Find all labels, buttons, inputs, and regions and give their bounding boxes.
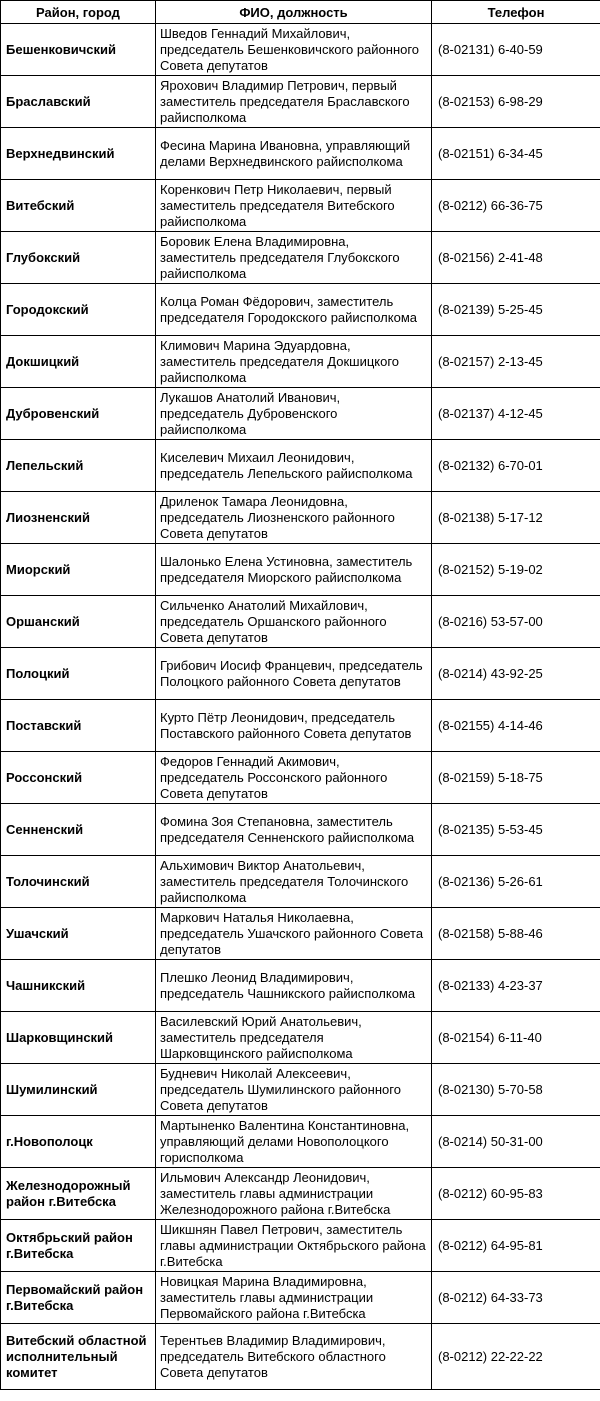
table-row xyxy=(1,700,600,752)
table-body xyxy=(1,24,600,1390)
region-cell: Толочинский xyxy=(1,856,156,908)
table-row xyxy=(1,492,600,544)
phone-cell: (8-02130) 5-70-58 xyxy=(432,1064,600,1116)
table-row xyxy=(1,596,600,648)
phone-cell: (8-02152) 5-19-02 xyxy=(432,544,600,596)
table-row xyxy=(1,648,600,700)
phone-cell: (8-02154) 6-11-40 xyxy=(432,1012,600,1064)
region-cell: Ушачский xyxy=(1,908,156,960)
table-row xyxy=(1,336,600,388)
region-cell: Браславский xyxy=(1,76,156,128)
region-cell: Оршанский xyxy=(1,596,156,648)
table-row xyxy=(1,1220,600,1272)
region-cell: Железнодорожный район г.Витебска xyxy=(1,1168,156,1220)
region-cell: Чашникский xyxy=(1,960,156,1012)
name-cell: Ярохович Владимир Петрович, первый заместитель председателя Браславского райисполкома xyxy=(156,76,432,128)
region-cell: Городокский xyxy=(1,284,156,336)
phone-cell: (8-0212) 64-33-73 xyxy=(432,1272,600,1324)
name-cell: Курто Пётр Леонидович, председатель Поставского районного Совета депутатов xyxy=(156,700,432,752)
name-cell: Климович Марина Эдуардовна, заместитель председателя Докшицкого райисполкома xyxy=(156,336,432,388)
phone-cell: (8-02132) 6-70-01 xyxy=(432,440,600,492)
table-row xyxy=(1,1012,600,1064)
region-cell: Глубокский xyxy=(1,232,156,284)
region-cell: Россонский xyxy=(1,752,156,804)
table-row xyxy=(1,1116,600,1168)
table-row xyxy=(1,804,600,856)
region-cell: Шарковщинский xyxy=(1,1012,156,1064)
name-cell: Лукашов Анатолий Иванович, председатель Дубровенского райисполкома xyxy=(156,388,432,440)
phone-cell: (8-0214) 50-31-00 xyxy=(432,1116,600,1168)
phone-cell: (8-0216) 53-57-00 xyxy=(432,596,600,648)
name-cell: Фесина Марина Ивановна, управляющий делами Верхнедвинского райисполкома xyxy=(156,128,432,180)
phone-cell: (8-0212) 60-95-83 xyxy=(432,1168,600,1220)
region-cell: Октябрьский район г.Витебска xyxy=(1,1220,156,1272)
region-cell: Бешенковичский xyxy=(1,24,156,76)
name-cell: Колца Роман Фёдорович, заместитель председателя Городокского райисполкома xyxy=(156,284,432,336)
table-row xyxy=(1,1168,600,1220)
name-cell: Будневич Николай Алексеевич, председатель Шумилинского районного Совета депутатов xyxy=(156,1064,432,1116)
phone-cell: (8-02137) 4-12-45 xyxy=(432,388,600,440)
name-cell: Василевский Юрий Анатольевич, заместитель председателя Шарковщинского райисполкома xyxy=(156,1012,432,1064)
table-header-row xyxy=(1,1,600,24)
phone-cell: (8-02138) 5-17-12 xyxy=(432,492,600,544)
region-cell: г.Новополоцк xyxy=(1,1116,156,1168)
header-region: Район, город xyxy=(1,1,156,24)
table-row xyxy=(1,544,600,596)
phone-cell: (8-02136) 5-26-61 xyxy=(432,856,600,908)
region-cell: Первомайский район г.Витебска xyxy=(1,1272,156,1324)
table-row xyxy=(1,908,600,960)
phone-cell: (8-02151) 6-34-45 xyxy=(432,128,600,180)
name-cell: Шведов Геннадий Михайлович, председатель Бешенковичского районного Совета депутатов xyxy=(156,24,432,76)
name-cell: Новицкая Марина Владимировна, заместитель главы администрации Первомайского района г.Витебска xyxy=(156,1272,432,1324)
table-row xyxy=(1,284,600,336)
name-cell: Мартыненко Валентина Константиновна, управляющий делами Новополоцкого горисполкома xyxy=(156,1116,432,1168)
table-row xyxy=(1,856,600,908)
region-cell: Миорский xyxy=(1,544,156,596)
region-cell: Дубровенский xyxy=(1,388,156,440)
phone-cell: (8-02133) 4-23-37 xyxy=(432,960,600,1012)
phone-cell: (8-02159) 5-18-75 xyxy=(432,752,600,804)
table-row xyxy=(1,752,600,804)
phone-cell: (8-02135) 5-53-45 xyxy=(432,804,600,856)
region-cell: Докшицкий xyxy=(1,336,156,388)
header-phone: Телефон xyxy=(432,1,600,24)
header-name: ФИО, должность xyxy=(156,1,432,24)
region-cell: Полоцкий xyxy=(1,648,156,700)
table-row xyxy=(1,76,600,128)
phone-cell: (8-0212) 64-95-81 xyxy=(432,1220,600,1272)
table-row xyxy=(1,232,600,284)
table-row xyxy=(1,960,600,1012)
name-cell: Ильмович Александр Леонидович, заместитель главы администрации Железнодорожного района г.Витебска xyxy=(156,1168,432,1220)
name-cell: Грибович Иосиф Францевич, председатель Полоцкого районного Совета депутатов xyxy=(156,648,432,700)
table-row xyxy=(1,24,600,76)
name-cell: Сильченко Анатолий Михайлович, председатель Оршанского районного Совета депутатов xyxy=(156,596,432,648)
table-row xyxy=(1,388,600,440)
name-cell: Фомина Зоя Степановна, заместитель председателя Сенненского райисполкома xyxy=(156,804,432,856)
table-row xyxy=(1,128,600,180)
name-cell: Коренкович Петр Николаевич, первый заместитель председателя Витебского райисполкома xyxy=(156,180,432,232)
region-cell: Витебский областной исполнительный комитет xyxy=(1,1324,156,1390)
name-cell: Терентьев Владимир Владимирович, председатель Витебского областного Совета депутатов xyxy=(156,1324,432,1390)
table-row xyxy=(1,1064,600,1116)
name-cell: Дриленок Тамара Леонидовна, председатель Лиозненского районного Совета депутатов xyxy=(156,492,432,544)
name-cell: Шалонько Елена Устиновна, заместитель председателя Миорского райисполкома xyxy=(156,544,432,596)
name-cell: Боровик Елена Владимировна, заместитель председателя Глубокского райисполкома xyxy=(156,232,432,284)
phone-cell: (8-0212) 66-36-75 xyxy=(432,180,600,232)
region-cell: Лепельский xyxy=(1,440,156,492)
phone-cell: (8-02139) 5-25-45 xyxy=(432,284,600,336)
table-row xyxy=(1,440,600,492)
name-cell: Маркович Наталья Николаевна, председатель Ушачского районного Совета депутатов xyxy=(156,908,432,960)
region-cell: Поставский xyxy=(1,700,156,752)
phone-cell: (8-02131) 6-40-59 xyxy=(432,24,600,76)
table-row xyxy=(1,1272,600,1324)
name-cell: Альхимович Виктор Анатольевич, заместитель председателя Толочинского райисполкома xyxy=(156,856,432,908)
phone-cell: (8-0212) 22-22-22 xyxy=(432,1324,600,1390)
phone-cell: (8-02158) 5-88-46 xyxy=(432,908,600,960)
region-cell: Верхнедвинский xyxy=(1,128,156,180)
region-cell: Шумилинский xyxy=(1,1064,156,1116)
phone-cell: (8-02157) 2-13-45 xyxy=(432,336,600,388)
region-cell: Сенненский xyxy=(1,804,156,856)
phone-cell: (8-02156) 2-41-48 xyxy=(432,232,600,284)
name-cell: Плешко Леонид Владимирович, председатель Чашникского райисполкома xyxy=(156,960,432,1012)
table-row xyxy=(1,180,600,232)
phone-cell: (8-02153) 6-98-29 xyxy=(432,76,600,128)
name-cell: Федоров Геннадий Акимович, председатель Россонского районного Совета депутатов xyxy=(156,752,432,804)
name-cell: Шикшнян Павел Петрович, заместитель главы администрации Октябрьского района г.Витебска xyxy=(156,1220,432,1272)
region-cell: Витебский xyxy=(1,180,156,232)
phone-cell: (8-0214) 43-92-25 xyxy=(432,648,600,700)
table-row xyxy=(1,1324,600,1390)
phone-cell: (8-02155) 4-14-46 xyxy=(432,700,600,752)
region-cell: Лиозненский xyxy=(1,492,156,544)
name-cell: Киселевич Михаил Леонидович, председатель Лепельского райисполкома xyxy=(156,440,432,492)
